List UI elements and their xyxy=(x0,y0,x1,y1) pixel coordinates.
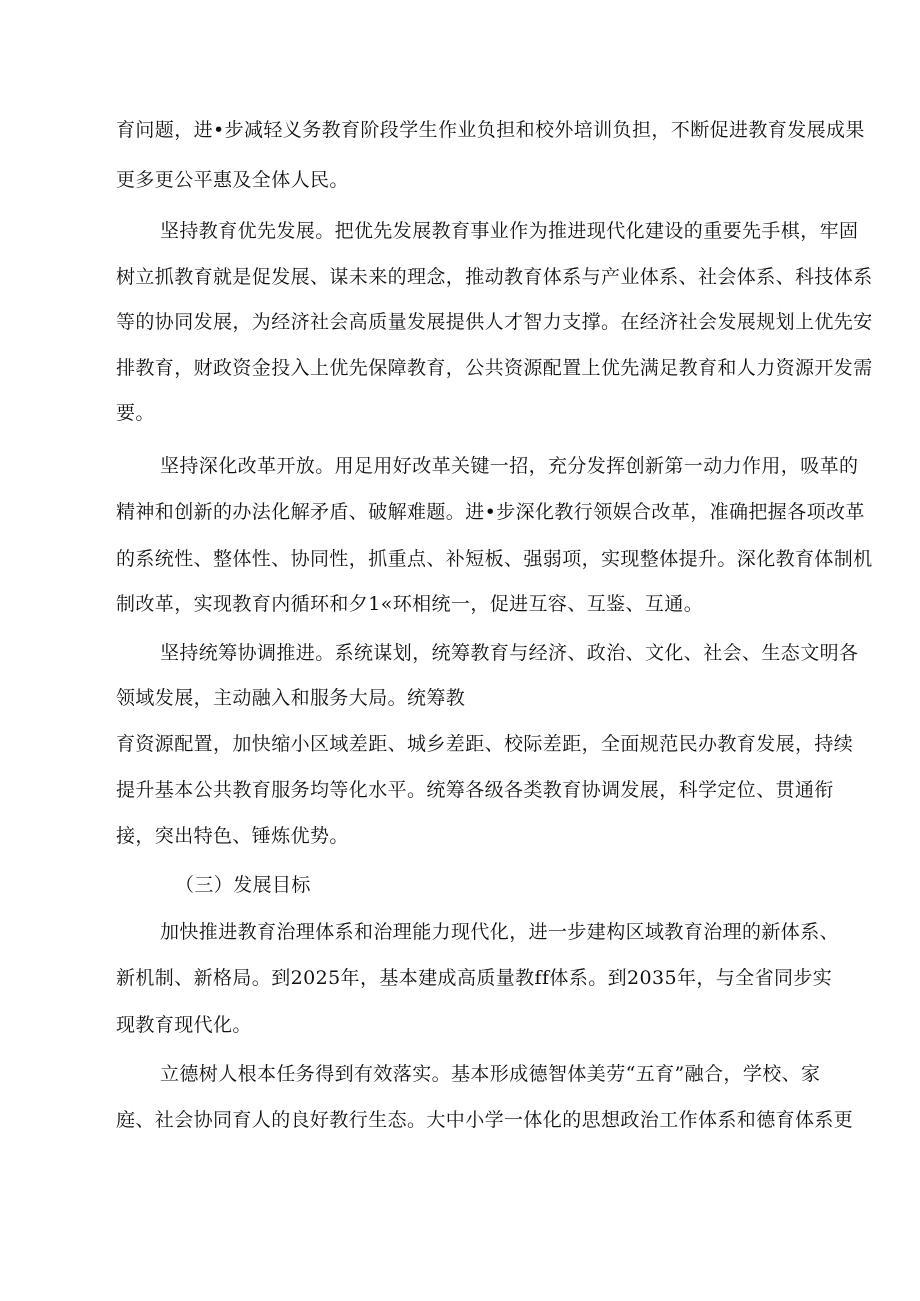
text-line: 新机制、新格局。到2025年，基本建成高质量教ff体系。到2035年，与全省同步实 xyxy=(116,967,833,989)
text-line: 现教育现代化。 xyxy=(116,1014,252,1036)
text-line: 的系统性、整体性、协同性，抓重点、补短板、强弱项，实现整体提升。深化教育体制机 xyxy=(116,548,873,570)
text-line: 接，突出特色、锤炼优势。 xyxy=(116,825,349,847)
paragraph-start-line: 坚持教育优先发展。把优先发展教育事业作为推进现代化建设的重要先手棋，牢固 xyxy=(160,220,859,242)
paragraph-start-line: 加快推进教育治理体系和治理能力现代化，进一步建构区域教育治理的新体系、 xyxy=(160,921,840,943)
text-line: 更多更公平惠及全体人民。 xyxy=(116,169,349,191)
text-line: 要。 xyxy=(116,402,155,424)
section-heading: （三）发展目标 xyxy=(175,874,311,896)
text-line: 育资源配置，加快缩小区域差距、城乡差距、校际差距，全面规范民办教育发展，持续 xyxy=(116,733,854,755)
text-line: 制改革，实现教育内循环和夕1«环相统一，促进互容、互鉴、互通。 xyxy=(116,593,704,615)
text-line: 提升基本公共教育服务均等化水平。统筹各级各类教育协调发展，科学定位、贯通衔 xyxy=(116,779,834,801)
text-line: 排教育，财政资金投入上优先保障教育，公共资源配置上优先满足教育和人力资源开发需 xyxy=(116,357,873,379)
text-line: 树立抓教育就是促发展、谋未来的理念，推动教育体系与产业体系、社会体系、科技体系 xyxy=(116,266,873,288)
paragraph-start-line: 立德树人根本任务得到有效落实。基本形成德智体美劳“五育”融合，学校、家 xyxy=(160,1063,821,1085)
text-line: 育问题，进•步减轻义务教育阶段学生作业负担和校外培训负担，不断促进教育发展成果 xyxy=(116,119,865,141)
text-line: 等的协同发展，为经济社会高质量发展提供人才智力支撑。在经济社会发展规划上优先安 xyxy=(116,311,873,333)
paragraph-start-line: 坚持统筹协调推进。系统谋划，统筹教育与经济、政治、文化、社会、生态文明各 xyxy=(160,642,859,664)
text-line: 领域发展，主动融入和服务大局。统筹教 xyxy=(116,687,466,709)
paragraph-start-line: 坚持深化改革开放。用足用好改革关键一招，充分发挥创新第一动力作用，吸革的 xyxy=(160,455,859,477)
text-line: 精神和创新的办法化解矛盾、破解难题。进•步深化教行领娱合改革，准确把握各项改革 xyxy=(116,501,865,523)
text-line: 庭、社会协同育人的良好教行生态。大中小学一体化的思想政治工作体系和德育体系更 xyxy=(116,1109,854,1131)
